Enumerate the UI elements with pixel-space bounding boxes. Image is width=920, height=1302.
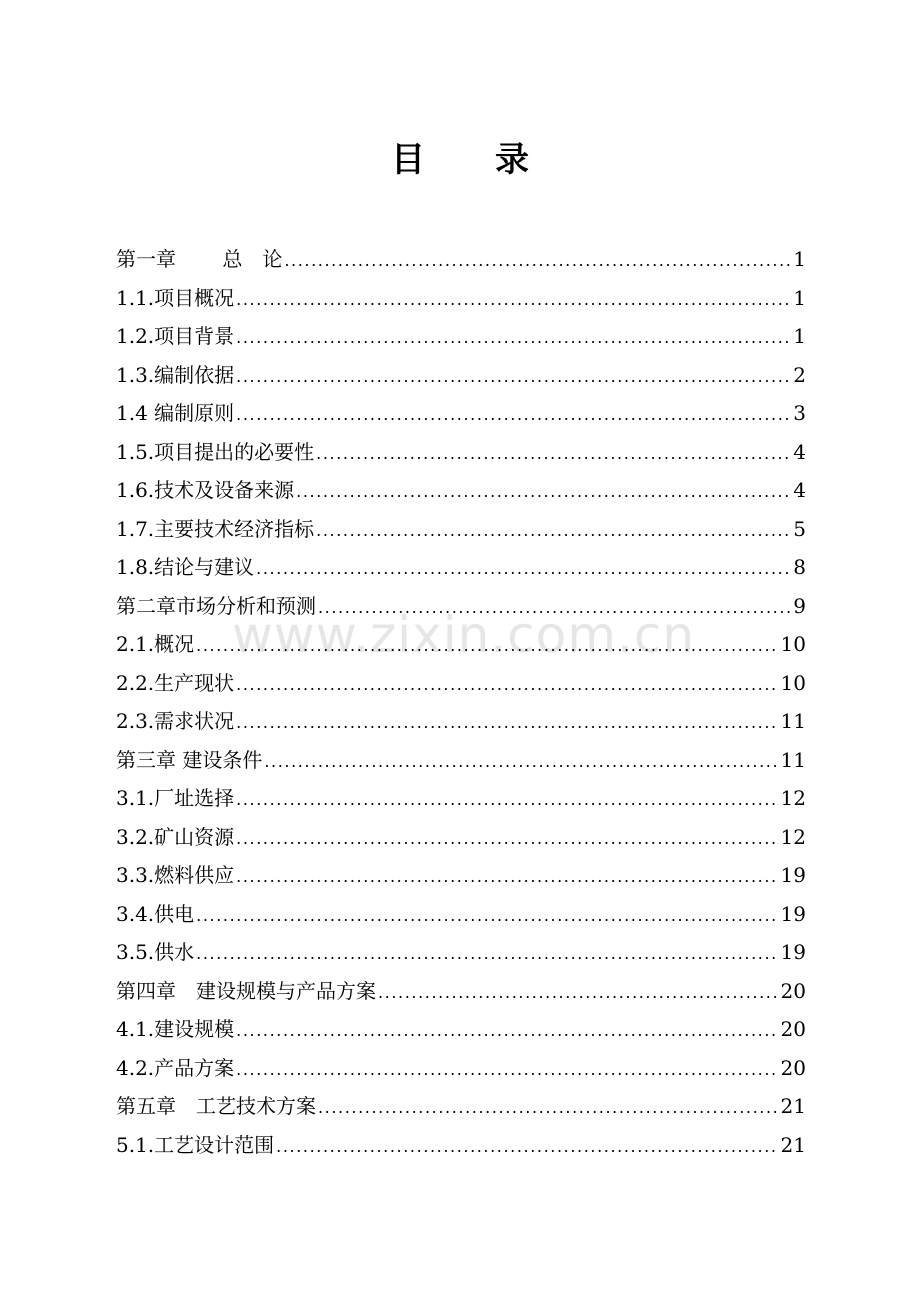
toc-entry-page: 10	[780, 670, 806, 695]
toc-entry[interactable]	[116, 356, 806, 395]
toc-entry-page: 20	[780, 1055, 806, 1080]
toc-entry-label: 1.8.结论与建议	[116, 555, 255, 579]
toc-entry-label: 第五章 工艺技术方案	[116, 1094, 316, 1118]
toc-entry[interactable]	[116, 1010, 806, 1049]
dot-leader	[236, 820, 778, 859]
toc-entry-page: 21	[780, 1132, 806, 1157]
toc-entry-page: 21	[780, 1094, 806, 1118]
toc-entry-page: 4	[793, 439, 806, 464]
toc-entry-label: 第三章 建设条件	[116, 747, 263, 772]
toc-entry-page: 8	[793, 555, 806, 579]
dot-leader	[236, 1012, 778, 1051]
toc-entry[interactable]	[116, 471, 806, 510]
dot-leader	[316, 512, 791, 551]
dot-leader	[196, 897, 778, 936]
toc-entry[interactable]	[116, 933, 806, 972]
toc-entry-page: 11	[780, 709, 806, 733]
toc-entry[interactable]	[116, 1049, 806, 1088]
dot-leader	[256, 550, 791, 589]
toc-entry-label: 1.1.项目概况	[116, 285, 235, 310]
dot-leader	[284, 242, 791, 281]
toc-entry-label: 3.3.燃料供应	[116, 863, 235, 887]
toc-entry-page: 19	[780, 901, 806, 926]
title-char-2: 录	[495, 140, 529, 180]
dot-leader	[316, 435, 791, 474]
toc-entry-label: 3.2.矿山资源	[116, 824, 235, 849]
dot-leader	[318, 589, 791, 628]
toc-entry-page: 20	[780, 1017, 806, 1041]
dot-leader	[264, 743, 778, 782]
toc-entry[interactable]	[116, 240, 806, 279]
dot-leader	[236, 1051, 778, 1090]
toc-entry-label: 1.3.编制依据	[116, 362, 235, 387]
toc-entry[interactable]	[116, 741, 806, 780]
toc-entry-page: 1	[793, 285, 806, 310]
toc-entry-page: 19	[780, 863, 806, 887]
toc-entry-page: 12	[780, 786, 806, 810]
toc-entry-label: 4.1.建设规模	[116, 1017, 235, 1041]
dot-leader	[378, 974, 779, 1013]
dot-leader	[196, 627, 778, 666]
toc-entry-label: 第四章 建设规模与产品方案	[116, 978, 376, 1003]
toc-entry-page: 3	[793, 401, 806, 425]
toc-entry-page: 9	[793, 593, 806, 618]
toc-entry[interactable]	[116, 317, 806, 356]
toc-entry-label: 4.2.产品方案	[116, 1055, 235, 1080]
dot-leader	[236, 781, 778, 820]
toc-entry-label: 1.5.项目提出的必要性	[116, 439, 315, 464]
toc-entry[interactable]	[116, 895, 806, 934]
toc-entry-page: 10	[780, 632, 806, 656]
toc-entry-label: 3.5.供水	[116, 940, 195, 964]
toc-entry-page: 1	[793, 247, 806, 271]
toc-entry[interactable]	[116, 548, 806, 587]
toc-entry[interactable]	[116, 433, 806, 472]
toc-entry[interactable]	[116, 1087, 806, 1126]
dot-leader	[236, 319, 791, 358]
dot-leader	[236, 358, 791, 397]
dot-leader	[236, 281, 791, 320]
toc-entry-label: 1.7.主要技术经济指标	[116, 516, 315, 541]
toc-entry-label: 1.2.项目背景	[116, 324, 235, 348]
watermark: www.zixin.com.cn	[232, 606, 696, 664]
toc-entry-label: 3.1.厂址选择	[116, 786, 235, 810]
dot-leader	[318, 1089, 779, 1128]
toc-entry[interactable]	[116, 664, 806, 703]
toc-entry-page: 19	[780, 940, 806, 964]
toc-entry-label: 第一章 总 论	[116, 247, 283, 271]
toc-entry-label: 5.1.工艺设计范围	[116, 1132, 275, 1157]
toc-entry-label: 1.4 编制原则	[116, 401, 235, 425]
dot-leader	[236, 666, 778, 705]
toc-entry[interactable]	[116, 856, 806, 895]
toc-entry[interactable]	[116, 587, 806, 626]
toc-entry-page: 4	[793, 478, 806, 502]
page-title	[0, 132, 920, 181]
toc-entry[interactable]	[116, 510, 806, 549]
toc-entry-label: 第二章市场分析和预测	[116, 593, 316, 618]
toc-entry[interactable]	[116, 779, 806, 818]
toc-entry-page: 11	[780, 747, 806, 772]
dot-leader	[296, 473, 791, 512]
dot-leader	[196, 935, 778, 974]
dot-leader	[236, 396, 791, 435]
title-char-1: 目	[391, 140, 425, 180]
toc-entry-page: 2	[793, 362, 806, 387]
toc-entry-page: 1	[793, 324, 806, 348]
toc-entry[interactable]	[116, 625, 806, 664]
toc-entry-label: 2.3.需求状况	[116, 709, 235, 733]
toc-entry-label: 2.2.生产现状	[116, 670, 235, 695]
toc-entry-page: 5	[793, 516, 806, 541]
toc-entry[interactable]	[116, 1126, 806, 1165]
toc-entry[interactable]	[116, 394, 806, 433]
dot-leader	[236, 858, 778, 897]
toc-entry[interactable]	[116, 702, 806, 741]
toc-entry[interactable]	[116, 972, 806, 1011]
toc-entry-label: 3.4.供电	[116, 901, 195, 926]
toc-entry-label: 2.1.概况	[116, 632, 195, 656]
dot-leader	[236, 704, 778, 743]
toc-entry-label: 1.6.技术及设备来源	[116, 478, 295, 502]
toc-entry[interactable]	[116, 818, 806, 857]
toc-entry-page: 12	[780, 824, 806, 849]
table-of-contents	[116, 240, 806, 1164]
toc-entry-page: 20	[780, 978, 806, 1003]
toc-entry[interactable]	[116, 279, 806, 318]
dot-leader	[276, 1128, 778, 1167]
